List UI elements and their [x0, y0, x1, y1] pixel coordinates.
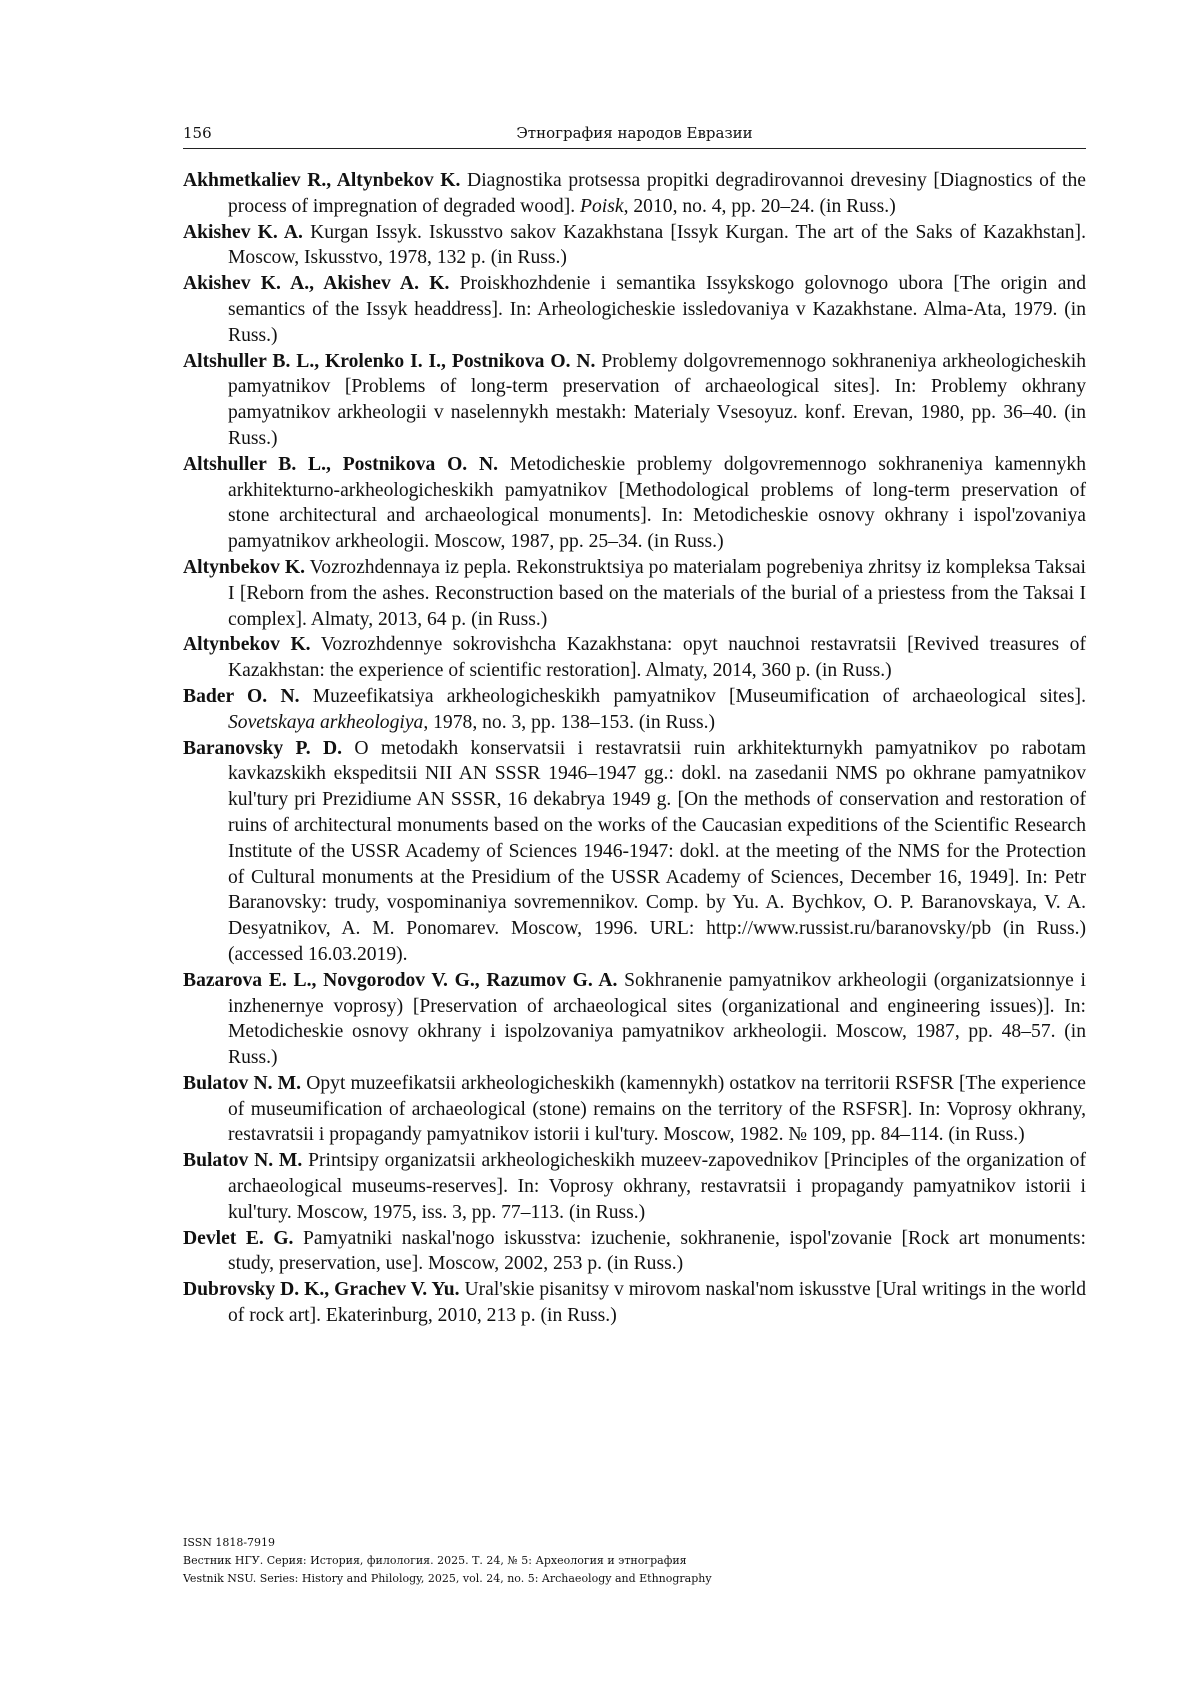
reference-entry [183, 555, 1086, 632]
reference-authors: Bazarova E. L., Novgorodov V. G., Razumov G. A. [183, 969, 618, 991]
reference-authors: Devlet E. G. [183, 1227, 294, 1249]
reference-authors: Dubrovsky D. K., Grachev V. Yu. [183, 1279, 460, 1301]
reference-authors: Altynbekov K. [183, 556, 306, 578]
reference-text: Vozrozhdennaya iz pepla. Rekonstruktsiya po materialam pogrebeniya zhritsy iz kompleksa Taksai I [Reborn from the ashes. Reconstruction based on the materials of the burial of a priestess from the Taksai I complex]. Almaty, 2013, 64 p. (in Russ.) [228, 556, 1086, 630]
reference-text: Kurgan Issyk. Iskusstvo sakov Kazakhstana [Issyk Kurgan. The art of the Saks of Kazakhstan]. Moscow, Iskusstvo, 1978, 132 p. (in Russ.) [228, 221, 1086, 269]
reference-entry [183, 1277, 1086, 1329]
reference-list [183, 168, 1086, 1329]
reference-journal: Sovetskaya arkheologiya [228, 711, 424, 733]
reference-text: Metodicheskie problemy dolgovremennogo sokhraneniya kamennykh arkhitekturno-arkheologicheskikh pamyatnikov [Methodological problems of long-term preservation of stone architectural and archaeological monuments]. In: Metodicheskie osnovy okhrany i ispol'zovaniya pamyatnikov arkheologii. Moscow, 1987, pp. 25–34. (in Russ.) [228, 453, 1086, 553]
reference-authors: Altshuller B. L., Postnikova O. N. [183, 453, 499, 475]
reference-authors: Akishev K. A., Akishev A. K. [183, 273, 450, 295]
reference-entry [183, 349, 1086, 452]
reference-text: Sokhranenie pamyatnikov arkheologii (organizatsionnye i inzhenernye voprosy) [Preservation of archaeological sites (organizational and engineering issues)]. In: Metodicheskie osnovy okhrany i ispolzovaniya pamyatnikov arkheologii. Moscow, 1987, pp. 48–57. (in Russ.) [228, 969, 1086, 1069]
reference-entry [183, 736, 1086, 968]
reference-text-tail: , 2010, no. 4, pp. 20–24. (in Russ.) [623, 195, 896, 217]
reference-entry [183, 968, 1086, 1071]
footer-journal-en: Vestnik NSU. Series: History and Philology, 2025, vol. 24, no. 5: Archaeology and Ethnography [183, 1572, 712, 1585]
reference-entry [183, 271, 1086, 348]
reference-entry [183, 220, 1086, 272]
reference-authors: Akishev K. A. [183, 221, 303, 243]
reference-authors: Altynbekov K. [183, 634, 311, 656]
reference-entry [183, 632, 1086, 684]
reference-authors: Bulatov N. M. [183, 1072, 302, 1094]
reference-entry [183, 1148, 1086, 1225]
reference-authors: Altshuller B. L., Krolenko I. I., Postnikova O. N. [183, 350, 596, 372]
reference-text-tail: , 1978, no. 3, pp. 138–153. (in Russ.) [423, 711, 716, 733]
reference-text: Pamyatniki naskal'nogo iskusstva: izuchenie, sokhranenie, ispol'zovanie [Rock art monuments: study, preservation, use]. Moscow, 2002, 253 p. (in Russ.) [228, 1227, 1086, 1275]
page-number: 156 [183, 124, 212, 142]
reference-entry [183, 684, 1086, 736]
reference-text: O metodakh konservatsii i restavratsii ruin arkhitekturnykh pamyatnikov po rabotam kavkazskikh ekspeditsii NII AN SSSR 1946–1947 gg.: dokl. na zasedanii NMS po okhrane pamyatnikov kul'tury pri Prezidiume AN SSSR, 16 dekabrya 1949 g. [On the methods of conservation and restoration of ruins of architectural monuments based on the works of the Caucasian expeditions of the Scientific Research Institute of the USSR Academy of Sciences 1946-1947: dokl. at the meeting of the NMS for the Protection of Cultural monuments at the Presidium of the USSR Academy of Sciences, December 16, 1949]. In: Petr Baranovsky: trudy, vospominaniya sovremennikov. Comp. by Yu. A. Bychkov, O. P. Baranovskaya, V. A. Desyatnikov, A. M. Ponomarev. Moscow, 1996. URL: http://www.russist.ru/baranovsky/pb (in Russ.) (accessed 16.03.2019). [228, 737, 1087, 965]
reference-entry [183, 168, 1086, 220]
reference-text: Diagnostika protsessa propitki degradirovannoi drevesiny [Diagnostics of the process of impregnation of degraded wood]. [228, 170, 1086, 217]
footer-issn: ISSN 1818-7919 [183, 1536, 276, 1549]
reference-text: Printsipy organizatsii arkheologicheskikh muzeev-zapovednikov [Principles of the organization of archaeological museums-reserves]. In: Voprosy okhrany, restavratsii i propagandy pamyatnikov istorii i kul'tury. Moscow, 1975, iss. 3, pp. 77–113. (in Russ.) [228, 1150, 1086, 1223]
reference-journal: Poisk [580, 195, 624, 217]
reference-entry [183, 452, 1086, 555]
reference-authors: Akhmetkaliev R., Altynbekov K. [183, 170, 461, 191]
reference-text: Ural'skie pisanitsy v mirovom naskal'nom iskusstve [Ural writings in the world of rock art]. Ekaterinburg, 2010, 213 p. (in Russ.) [228, 1279, 1086, 1327]
reference-text: Opyt muzeefikatsii arkheologicheskikh (kamennykh) ostatkov na territorii RSFSR [The experience of museumification of archaeological (stone) remains on the territory of the RSFSR]. In: Voprosy okhrany, restavratsii i propagandy pamyatnikov istorii i kul'tury. Moscow, 1982. № 109, pp. 84–114. (in Russ.) [228, 1072, 1086, 1146]
footer-journal-ru: Вестник НГУ. Серия: История, филология. 2025. Т. 24, № 5: Археология и этнография [183, 1554, 687, 1567]
running-title: Этнография народов Евразии [516, 124, 753, 142]
reference-text: Problemy dolgovremennogo sokhraneniya arkheologicheskih pamyatnikov [Problems of long-term preservation of archaeological sites]. In: Problemy okhrany pamyatnikov arkheologii v naselennykh mestakh: Materialy Vsesoyuz. konf. Erevan, 1980, pp. 36–40. (in Russ.) [228, 350, 1087, 449]
reference-entry [183, 1226, 1086, 1278]
reference-entry [183, 1071, 1086, 1148]
reference-authors: Bader O. N. [183, 685, 300, 707]
reference-authors: Bulatov N. M. [183, 1150, 303, 1172]
page-footer [183, 1534, 712, 1588]
reference-text: Muzeefikatsiya arkheologicheskikh pamyatnikov [Museumification of archaeological sites]. [299, 685, 1086, 707]
reference-text: Proiskhozhdenie i semantika Issykskogo golovnogo ubora [The origin and semantics of the Issyk headdress]. In: Arheologicheskie issledovaniya v Kazakhstane. Alma-Ata, 1979. (in Russ.) [228, 273, 1086, 346]
reference-text: Vozrozhdennye sokrovishcha Kazakhstana: opyt nauchnoi restavratsii [Revived treasures of Kazakhstan: the experience of scientific restoration]. Almaty, 2014, 360 p. (in Russ.) [228, 634, 1086, 682]
reference-authors: Baranovsky P. D. [183, 737, 343, 759]
page-header [183, 122, 1086, 149]
